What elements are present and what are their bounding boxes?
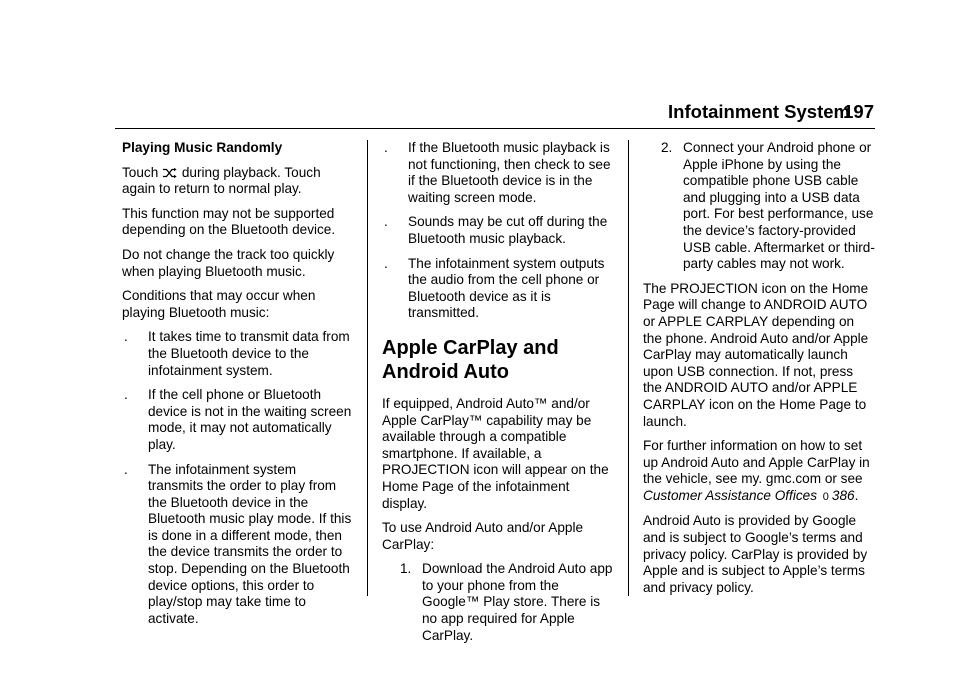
bullet-marker: .: [384, 214, 388, 230]
column-divider: [367, 140, 368, 596]
list-item: [122, 462, 354, 628]
paragraph: Android Auto is provided by Google and is subject to Google’s terms and privacy policy. CarPlay is provided by Apple and is subject to Apple’s terms and privacy policy.: [643, 513, 868, 595]
bullet-marker: .: [384, 255, 388, 271]
further-info-text: For further information on how to set up Android Auto and Apple CarPlay in the vehicle, see my. gmc.com or see: [643, 438, 870, 487]
paragraph: The PROJECTION icon on the Home Page will change to ANDROID AUTO or APPLE CARPLAY depending on the phone. Android Auto and/or Apple CarPlay may automatically launch upon USB connection. If not, press the ANDROID AUTO and/or APPLE CARPLAY icon on the Home Page to launch.: [643, 280, 869, 429]
list-item: [382, 214, 614, 247]
column-divider: [628, 140, 629, 596]
numbered-step: [382, 561, 614, 644]
section-heading: [382, 336, 614, 384]
paragraph: To use Android Auto and/or Apple CarPlay:: [382, 520, 584, 552]
touch-prefix: Touch: [122, 164, 159, 180]
section-heading-line-1: Apple CarPlay and: [382, 336, 559, 359]
page-number: 197: [843, 101, 874, 122]
step-number: 1.: [400, 561, 412, 577]
paragraph: This function may not be supported depending on the Bluetooth device.: [122, 205, 336, 238]
bullet-marker: .: [124, 461, 128, 477]
step-text: Download the Android Auto app to your phone from the Google™ Play store. There is no app required for Apple CarPlay.: [422, 561, 613, 643]
step-text: Connect your Android phone or Apple iPhone by using the compatible phone USB cable and plugging into a USB data port. For best performance, use the device’s factory-provided USB cable. Aftermarket or third-party cables may not work.: [683, 140, 875, 272]
list-item-text: The infotainment system transmits the order to play from the Bluetooth device in the Bluetooth music play mode. If this is done in a different mode, then the device transmits the order to stop. Depending on the Bluetooth device options, this order to play/stop may take time to activate.: [148, 461, 352, 626]
list-item: [122, 329, 354, 379]
touch-line-2: again to return to normal play.: [122, 181, 302, 197]
paragraph: Conditions that may occur when playing Bluetooth music:: [122, 288, 316, 320]
list-item-text: If the Bluetooth music playback is not functioning, then check to see if the Bluetooth device is in the waiting screen mode.: [408, 140, 611, 205]
page-reference-number[interactable]: 386: [831, 487, 855, 503]
bullet-marker: .: [384, 140, 388, 155]
step-number: 2.: [661, 140, 673, 155]
list-item-text: If the cell phone or Bluetooth device is not in the waiting screen mode, it may not automatically play.: [148, 387, 352, 452]
list-item: [382, 140, 614, 206]
list-item-text: Sounds may be cut off during the Bluetooth music playback.: [408, 214, 608, 246]
customer-assistance-link[interactable]: Customer Assistance Offices: [643, 487, 818, 503]
column-2: [382, 140, 614, 652]
header-rule: [115, 128, 875, 129]
page-header: [0, 100, 960, 124]
list-item: [382, 256, 614, 322]
paragraph-further-info: [643, 438, 875, 505]
paragraph: Do not change the track too quickly when playing Bluetooth music.: [122, 246, 335, 279]
sentence-end: .: [854, 487, 859, 503]
bullet-marker: .: [124, 387, 128, 403]
paragraph: If equipped, Android Auto™ and/or Apple CarPlay™ capability may be available through a compatible smartphone. If available, a PROJECTION icon will appear on the Home Page of the infotainment display.: [382, 395, 609, 511]
shuffle-instruction: [122, 165, 354, 198]
list-item-text: It takes time to transmit data from the Bluetooth device to the infotainment system.: [148, 329, 350, 378]
subheading-playing-music-randomly: Playing Music Randomly: [122, 140, 283, 155]
bullet-marker: .: [124, 329, 128, 345]
touch-suffix: during playback. Touch: [181, 164, 321, 180]
page-reference-arrow: 0: [822, 490, 829, 503]
shuffle-icon: [163, 167, 177, 179]
section-heading-line-2: Android Auto: [382, 360, 510, 383]
numbered-step: [643, 140, 875, 273]
column-1: [122, 140, 354, 635]
section-title: Infotainment System: [668, 101, 850, 122]
column-3: [643, 140, 875, 604]
list-item: [122, 387, 354, 453]
list-item-text: The infotainment system outputs the audio from the cell phone or Bluetooth device as it is transmitted.: [408, 255, 605, 321]
